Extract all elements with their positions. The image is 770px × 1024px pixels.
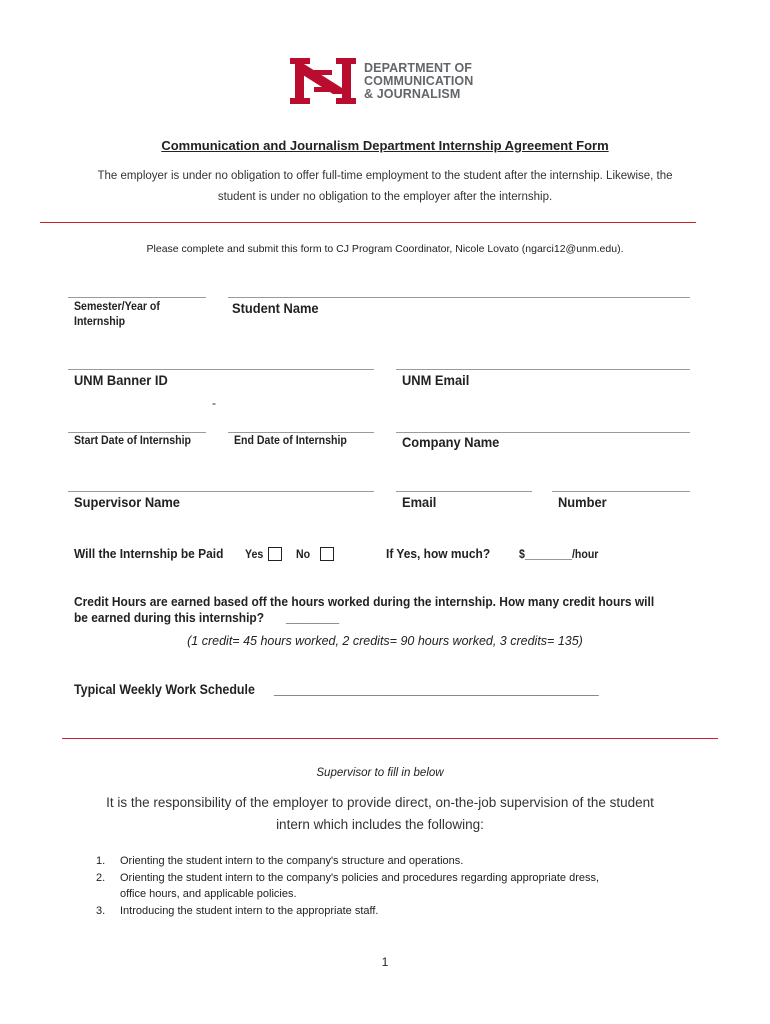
how-much-label: If Yes, how much? (386, 546, 491, 561)
responsibility-list (96, 853, 696, 919)
hourly-rate-field[interactable]: $________/hour (519, 549, 599, 561)
list-item-text: Orienting the student intern to the company's structure and operations. (120, 855, 464, 867)
supervisor-heading: Supervisor to fill in below (316, 767, 444, 779)
banner-id-line[interactable] (68, 369, 374, 370)
paid-question: Will the Internship be Paid (74, 546, 224, 561)
email-label: Email (402, 494, 437, 510)
unm-logo (290, 58, 490, 106)
list-item-text-block (120, 870, 599, 903)
list-item-text: Orienting the student intern to the company's policies and procedures regarding appropriate dress, (120, 871, 600, 884)
mid-divider (62, 738, 718, 739)
start-date-line[interactable] (68, 432, 206, 433)
list-item-number: 1. (96, 855, 106, 867)
student-name-label: Student Name (232, 300, 319, 316)
list-item-number: 3. (96, 904, 106, 917)
credit-note: (1 credit= 45 hours worked, 2 credits= 90 hours worked, 3 credits= 135) (187, 634, 583, 648)
page-number: 1 (381, 955, 389, 969)
list-item (96, 853, 696, 870)
yes-label: Yes (245, 549, 264, 561)
logo-dept-line3: & JOURNALISM (364, 87, 461, 101)
number-line[interactable] (552, 491, 690, 492)
company-name-line[interactable] (396, 432, 690, 433)
logo-dept-line2: COMMUNICATION (364, 74, 474, 88)
date-separator-dash: - (212, 396, 216, 410)
list-item-text-cont: office hours, and applicable policies. (120, 888, 297, 900)
intro-line2: student is under no obligation to the employer after the internship. (217, 191, 553, 203)
credit-hours-field[interactable]: ________ (286, 610, 340, 625)
schedule-label: Typical Weekly Work Schedule (74, 682, 255, 697)
end-date-line[interactable] (228, 432, 374, 433)
unm-logo-mark (290, 58, 356, 104)
semester-line[interactable] (68, 297, 206, 298)
top-divider (40, 222, 696, 223)
list-item-text: Introducing the student intern to the appropriate staff. (120, 904, 379, 917)
start-date-label: Start Date of Internship (74, 435, 191, 447)
responsibility-line1: It is the responsibility of the employer to provide direct, on-the-job supervision of the student (106, 795, 654, 810)
unm-email-label: UNM Email (402, 372, 470, 388)
semester-label-line1: Semester/Year of (74, 301, 160, 313)
schedule-field[interactable]: _______________________________________________ (274, 682, 599, 697)
student-name-line[interactable] (228, 297, 690, 298)
semester-label-line2: Internship (74, 316, 126, 328)
company-name-label: Company Name (402, 434, 500, 450)
list-item (96, 870, 696, 903)
credit-hours-line2: be earned during this internship? (74, 610, 265, 625)
list-item-number: 2. (96, 871, 106, 884)
logo-dept-line1: DEPARTMENT OF (364, 61, 473, 75)
supervisor-name-label: Supervisor Name (74, 494, 180, 510)
form-title: Communication and Journalism Department Internship Agreement Form (161, 138, 609, 153)
supervisor-name-line[interactable] (68, 491, 374, 492)
email-line[interactable] (396, 491, 532, 492)
list-item (96, 903, 696, 920)
intro-line1: The employer is under no obligation to offer full-time employment to the student after the internship. Likewise, the (97, 170, 673, 182)
end-date-label: End Date of Internship (234, 435, 347, 447)
instructions: Please complete and submit this form to CJ Program Coordinator, Nicole Lovato (ngarci12@unm.edu). (146, 243, 624, 255)
credit-hours-line1: Credit Hours are earned based off the hours worked during the internship. How many credit hours will (74, 594, 655, 609)
responsibility-line2: intern which includes the following: (276, 817, 484, 832)
banner-id-label: UNM Banner ID (74, 372, 168, 388)
number-label: Number (558, 494, 607, 510)
yes-checkbox[interactable] (268, 547, 282, 561)
unm-email-line[interactable] (396, 369, 690, 370)
no-label: No (296, 549, 311, 561)
no-checkbox[interactable] (320, 547, 334, 561)
